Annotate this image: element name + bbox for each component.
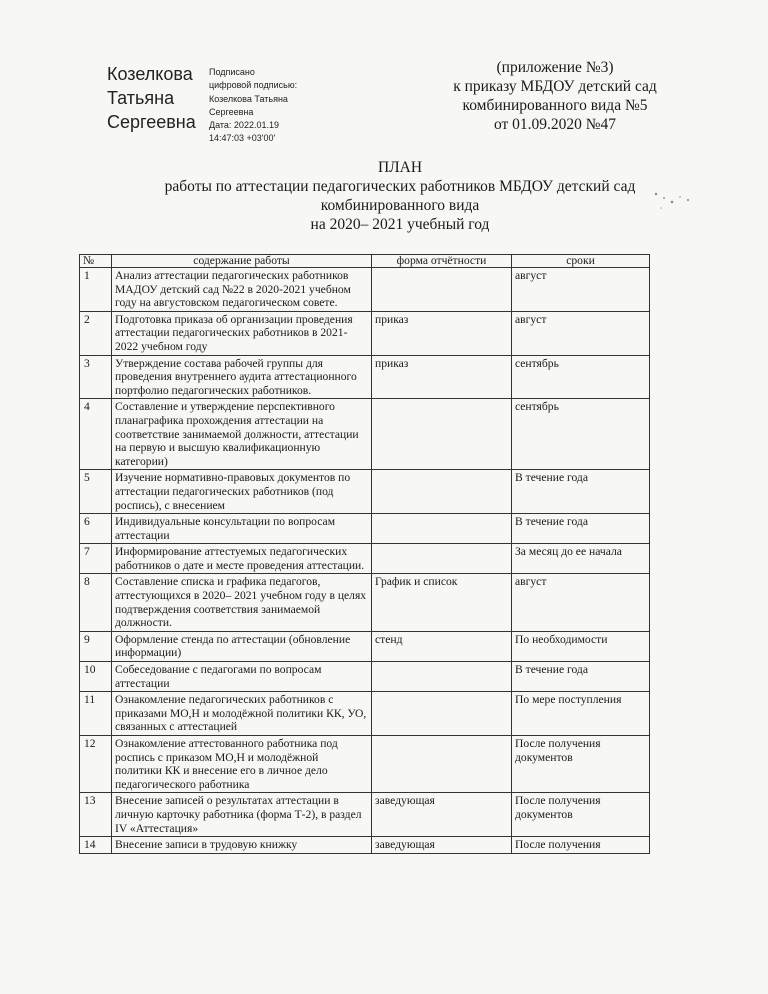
table-row: [80, 470, 650, 514]
row-number: 14: [80, 837, 112, 854]
annex-line: к приказу МБДОУ детский сад: [453, 78, 657, 95]
row-report-form: [372, 662, 512, 692]
row-content: Анализ аттестации педагогических работников МАДОУ детский сад №22 в 2020-2021 учебном году на августовском педагогическом совете.: [112, 268, 372, 312]
row-content: Утверждение состава рабочей группы для проведения внутреннего аудита аттестационного портфолио педагогических работников.: [112, 355, 372, 399]
signer-name-line: Сергеевна: [107, 112, 196, 132]
row-deadline: После получения документов: [512, 736, 650, 793]
row-deadline: За месяц до ее начала: [512, 544, 650, 574]
row-content: Подготовка приказа об организации проведения аттестации педагогических работников в 2021-2022 учебном году: [112, 311, 372, 355]
signature-detail-line: Сергеевна: [209, 106, 254, 117]
table-row: [80, 793, 650, 837]
attestation-plan-table: [79, 254, 650, 854]
title-line: ПЛАН: [377, 159, 423, 176]
row-report-form: стенд: [372, 631, 512, 661]
row-number: 6: [80, 514, 112, 544]
header-content: содержание работы: [112, 255, 372, 268]
row-number: 1: [80, 268, 112, 312]
row-content: Внесение записей о результатах аттестации в личную карточку работника (форма Т-2), в раздел IV «Аттестация»: [112, 793, 372, 837]
table-body: [80, 268, 650, 854]
row-deadline: сентябрь: [512, 399, 650, 470]
table-row: [80, 544, 650, 574]
row-deadline: В течение года: [512, 514, 650, 544]
signature-detail-line: Дата: 2022.01.19: [209, 120, 279, 131]
row-report-form: [372, 544, 512, 574]
row-report-form: [372, 470, 512, 514]
row-content: Изучение нормативно-правовых документов по аттестации педагогических работников (под роспись), с внесением: [112, 470, 372, 514]
signature-detail-line: цифровой подписью:: [209, 80, 298, 91]
row-content: Индивидуальные консультации по вопросам аттестации: [112, 514, 372, 544]
row-report-form: приказ: [372, 311, 512, 355]
signature-detail-line: Подписано: [209, 67, 255, 77]
annex-line: комбинированного вида №5: [462, 97, 648, 114]
table-row: [80, 311, 650, 355]
annex-reference: [420, 58, 690, 134]
row-deadline: После получения документов: [512, 793, 650, 837]
row-content: Собеседование с педагогами по вопросам аттестации: [112, 662, 372, 692]
table-row: [80, 355, 650, 399]
document-title: [160, 158, 640, 234]
row-number: 8: [80, 574, 112, 631]
row-number: 10: [80, 662, 112, 692]
digital-signature-details: [209, 66, 329, 146]
row-number: 3: [80, 355, 112, 399]
row-content: Внесение записи в трудовую книжку: [112, 837, 372, 854]
row-number: 13: [80, 793, 112, 837]
row-report-form: [372, 514, 512, 544]
row-content: Составление и утверждение перспективного планаграфика прохождения аттестации на соответствие занимаемой должности, аттестации на первую и высшую квалификационную категории): [112, 399, 372, 470]
title-line: работы по аттестации педагогических работников МБДОУ детский сад: [164, 178, 636, 195]
row-report-form: [372, 736, 512, 793]
table-row: [80, 692, 650, 736]
row-report-form: заведующая: [372, 837, 512, 854]
row-report-form: [372, 268, 512, 312]
signer-name: [107, 62, 207, 134]
row-number: 4: [80, 399, 112, 470]
row-deadline: По необходимости: [512, 631, 650, 661]
header-number: №: [80, 255, 112, 268]
signature-detail-line: 14:47:03 +03'00': [209, 133, 276, 144]
row-deadline: август: [512, 268, 650, 312]
row-deadline: После получения: [512, 837, 650, 854]
row-number: 5: [80, 470, 112, 514]
row-number: 2: [80, 311, 112, 355]
header-deadline: сроки: [512, 255, 650, 268]
table-row: [80, 631, 650, 661]
signer-name-line: Татьяна: [107, 88, 175, 108]
row-deadline: август: [512, 574, 650, 631]
row-report-form: [372, 399, 512, 470]
row-report-form: [372, 692, 512, 736]
row-number: 11: [80, 692, 112, 736]
row-report-form: График и список: [372, 574, 512, 631]
row-number: 9: [80, 631, 112, 661]
row-report-form: заведующая: [372, 793, 512, 837]
signer-name-line: Козелкова: [107, 64, 193, 84]
row-deadline: август: [512, 311, 650, 355]
table-row: [80, 574, 650, 631]
header-report-form: форма отчётности: [372, 255, 512, 268]
row-report-form: приказ: [372, 355, 512, 399]
row-content: Ознакомление педагогических работников с приказами МО,Н и молодёжной политики КК, УО, связанных с аттестацией: [112, 692, 372, 736]
signature-detail-line: Козелкова Татьяна: [209, 93, 288, 104]
row-content: Ознакомление аттестованного работника под роспись с приказом МО,Н и молодёжной политики КК и внесение его в личное дело педагогического работника: [112, 736, 372, 793]
annex-line: (приложение №3): [496, 59, 614, 76]
table-header-row: [80, 255, 650, 268]
scan-specks: [652, 186, 702, 216]
table-row: [80, 268, 650, 312]
table-row: [80, 837, 650, 854]
table-row: [80, 399, 650, 470]
row-number: 12: [80, 736, 112, 793]
row-content: Информирование аттестуемых педагогических работников о дате и месте проведения аттестации.: [112, 544, 372, 574]
row-deadline: В течение года: [512, 662, 650, 692]
table-row: [80, 662, 650, 692]
table-row: [80, 736, 650, 793]
row-number: 7: [80, 544, 112, 574]
row-content: Оформление стенда по аттестации (обновление информации): [112, 631, 372, 661]
row-content: Составление списка и графика педагогов, аттестующихся в 2020– 2021 учебном году в целях подтверждения соответствия занимаемой должности.: [112, 574, 372, 631]
row-deadline: сентябрь: [512, 355, 650, 399]
title-line: комбинированного вида: [320, 197, 480, 214]
title-line: на 2020– 2021 учебный год: [310, 216, 490, 233]
row-deadline: В течение года: [512, 470, 650, 514]
annex-line: от 01.09.2020 №47: [493, 116, 617, 133]
table-row: [80, 514, 650, 544]
row-deadline: По мере поступления: [512, 692, 650, 736]
